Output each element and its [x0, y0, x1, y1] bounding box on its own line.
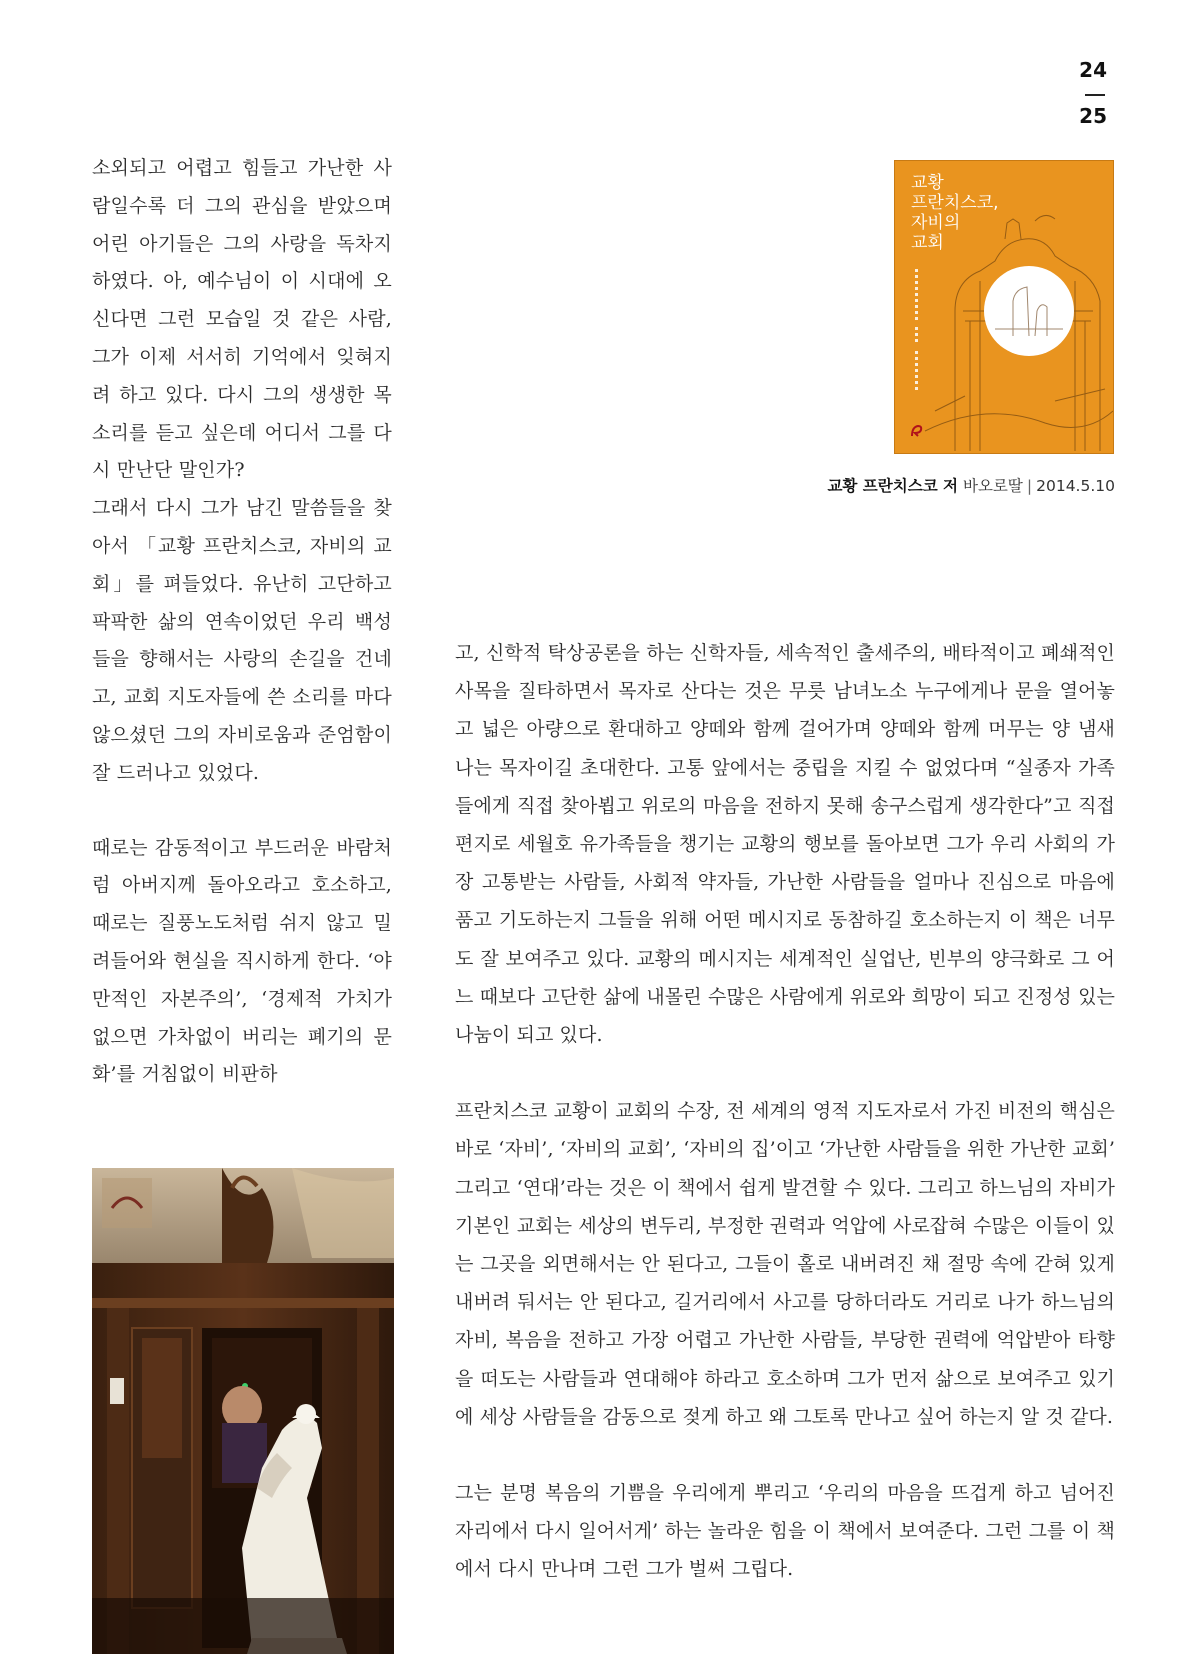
page-number-divider — [1085, 94, 1105, 96]
page-number-left: 24 — [1079, 58, 1107, 82]
left-paragraph-1: 소외되고 어렵고 힘들고 가난한 사람일수록 더 그의 관심을 받았으며 어린 아기들은 그의 사랑을 독차지 하였다. 아, 예수님이 이 시대에 오신다면 그런 모습일 것 같은 사람, 그가 이제 서서히 기억에서 잊혀지려 하고 있다. 다시 그의 생생한 목소리를 듣고 싶은데 어디서 그를 다시 만난단 말인가? — [92, 157, 392, 482]
book-title-line: 자비의 — [911, 213, 961, 233]
book-publisher: 바오로딸 — [962, 477, 1023, 495]
book-caption — [827, 474, 1115, 496]
book-author: 교황 프란치스코 저 — [827, 477, 959, 495]
book-title-line: 프란치스코, — [911, 193, 999, 213]
left-column-text — [92, 150, 392, 1094]
left-paragraph-2: 그래서 다시 그가 남긴 말씀들을 찾아서 「교황 프란치스코, 자비의 교회」를 펴들었다. 유난히 고단하고 팍팍한 삶의 연속이었던 우리 백성들을 향해서는 사랑의 손길을 건네고, 교회 지도자들에 쓴 소리를 마다 않으셨던 그의 자비로움과 준엄함이 잘 드러나고 있었다. — [92, 497, 392, 784]
book-date: 2014.5.10 — [1036, 477, 1115, 495]
book-cover — [894, 160, 1114, 454]
confessional-photo-illustration — [92, 1168, 394, 1654]
right-paragraph-2: 프란치스코 교황이 교회의 수장, 전 세계의 영적 지도자로서 가진 비전의 핵심은 바로 ‘자비’, ‘자비의 교회’, ‘자비의 집’이고 ‘가난한 사람들을 위한 가난한 교회’ 그리고 ‘연대’라는 것은 이 책에서 쉽게 발견할 수 있다. 그리고 하느님의 자비가 기본인 교회는 세상의 변두리, 부정한 권력과 억압에 사로잡혀 수많은 이들이 있는 그곳을 외면해서는 안 된다고, 그들이 홀로 내버려진 채 절망 속에 갇혀 있게 내버려 둬서는 안 된다고, 길거리에서 사고를 당하더라도 거리로 나가 하느님의 자비, 복음을 전하고 가장 어렵고 가난한 사람들, 부당한 권력에 억압받아 타향을 떠도는 사람들과 연대해야 하라고 호소하며 그가 먼저 삶으로 보여주고 있기에 세상 사람들을 감동으로 젖게 하고 왜 그토록 만나고 싶어 하는지 알 것 같다. — [455, 1100, 1115, 1428]
page-number-right: 25 — [1079, 104, 1107, 128]
right-column-text — [455, 634, 1115, 1627]
confessional-photo — [92, 1168, 394, 1654]
publisher-logo-icon — [909, 423, 925, 439]
left-paragraph-3: 때로는 감동적이고 부드러운 바람처럼 아버지께 돌아오라고 호소하고, 때로는 질풍노도처럼 쉬지 않고 밀려들어와 현실을 직시하게 한다. ‘야만적인 자본주의’, ‘경제적 가치가 없으면 가차없이 버리는 폐기의 문화’를 거침없이 비판하 — [92, 836, 392, 1086]
book-cover-title — [911, 173, 999, 253]
right-paragraph-3: 그는 분명 복음의 기쁨을 우리에게 뿌리고 ‘우리의 마음을 뜨겁게 하고 넘어진 자리에서 다시 일어서게’ 하는 놀라운 힘을 이 책에서 보여준다. 그런 그를 이 책에서 다시 만나며 그런 그가 벌써 그립다. — [455, 1482, 1115, 1581]
right-paragraph-1: 고, 신학적 탁상공론을 하는 신학자들, 세속적인 출세주의, 배타적이고 폐쇄적인 사목을 질타하면서 목자로 산다는 것은 무릇 남녀노소 누구에게나 문을 열어놓고 넓은 아량으로 환대하고 양떼와 함께 걸어가며 양떼와 함께 머무는 양 냄새 나는 목자이길 초대한다. 고통 앞에서는 중립을 지킬 수 없었다며 “실종자 가족들에게 직접 찾아뵙고 위로의 마음을 전하지 못해 송구스럽게 생각한다”고 직접 편지로 세월호 유가족들을 챙기는 교황의 행보를 돌아보면 그가 우리 사회의 가장 고통받는 사람들, 사회적 약자들, 가난한 사람들을 얼마나 진심으로 마음에 품고 기도하는지 그들을 위해 어떤 메시지로 동참하길 호소하는지 이 책은 너무도 잘 보여주고 있다. 교황의 메시지는 세계적인 실업난, 빈부의 양극화로 그 어느 때보다 고단한 삶에 내몰린 수많은 사람에게 위로와 희망이 되고 진정성 있는 나눔이 되고 있다. — [455, 642, 1115, 1047]
book-title-line: 교회 — [911, 233, 944, 253]
caption-separator: | — [1026, 477, 1033, 495]
book-title-line: 교황 — [911, 173, 944, 193]
